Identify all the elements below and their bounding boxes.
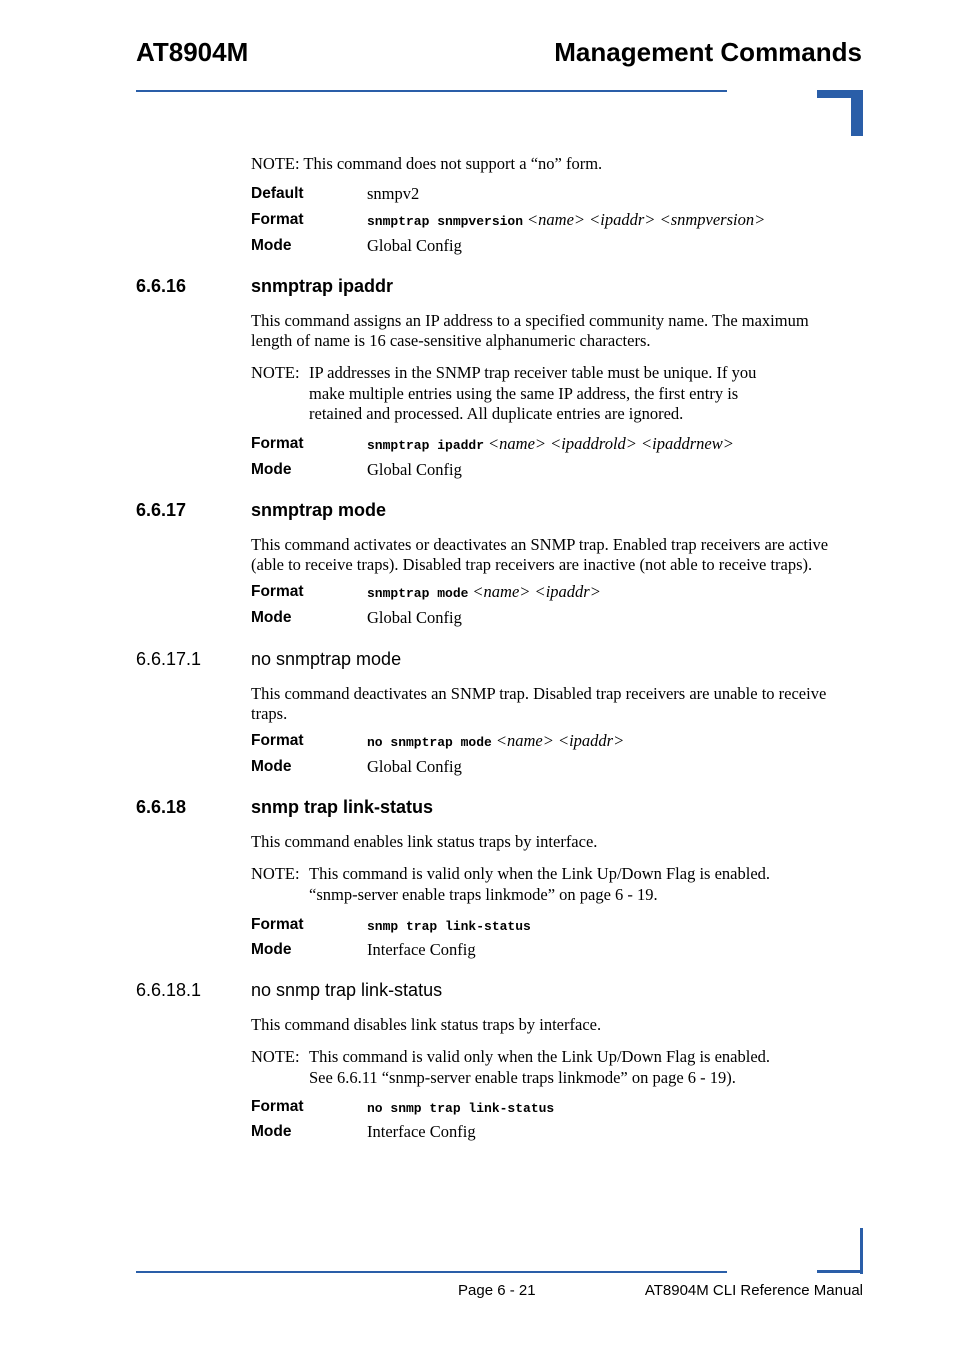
section-title: snmp trap link-status [251,797,434,817]
format-syntax [367,731,624,751]
default-value: snmpv2 [367,184,420,203]
subsection-title: no snmp trap link-status [251,980,443,1000]
format-label: Format [251,435,304,452]
footer-corner-bar [817,1270,863,1273]
mode-label: Mode [251,758,292,775]
note-prefix: NOTE: [251,363,300,382]
format-syntax [367,434,734,454]
note-text: make multiple entries using the same IP address, the first entry is [309,384,739,403]
mode-value: Global Config [367,236,462,255]
mode-label: Mode [251,1123,292,1140]
mode-value: Global Config [367,460,462,479]
note-text: IP addresses in the SNMP trap receiver table must be unique. If you [309,363,757,382]
section-number: 6.6.17 [136,500,187,520]
format-command: snmptrap mode [367,586,469,601]
mode-value: Interface Config [367,940,476,959]
mode-label: Mode [251,609,292,626]
format-command: no snmp trap link-status [367,1101,555,1116]
section-title: snmptrap ipaddr [251,276,394,296]
section-title: snmptrap mode [251,500,387,520]
mode-value: Global Config [367,757,462,776]
note-text: “snmp-server enable traps linkmode” on page 6 - 19. [309,885,658,904]
mode-label: Mode [251,237,292,254]
format-label: Format [251,1098,304,1115]
format-syntax [367,582,601,602]
manual-title: AT8904M CLI Reference Manual [644,1282,863,1299]
subsection-number: 6.6.18.1 [136,980,202,1000]
format-arguments: <name> <ipaddr> [472,582,601,601]
document-title: AT8904M [136,37,249,67]
body-text: This command activates or deactivates an SNMP trap. Enabled trap receivers are active [251,535,829,554]
format-arguments: <name> <ipaddr> <snmpversion> [527,210,766,229]
format-command: snmptrap snmpversion [367,214,524,229]
header-rule [136,90,727,92]
mode-label: Mode [251,461,292,478]
format-command: no snmptrap mode [367,735,492,750]
default-label: Default [251,185,304,202]
body-text: (able to receive traps). Disabled trap receivers are inactive (not able to receive traps). [251,555,813,574]
format-command: snmptrap ipaddr [367,438,485,453]
format-label: Format [251,732,304,749]
chapter-title: Management Commands [554,37,862,67]
body-text: length of name is 16 case-sensitive alphanumeric characters. [251,331,651,350]
format-arguments: <name> <ipaddr> [495,731,625,750]
note-prefix: NOTE: [251,864,300,883]
mode-value: Global Config [367,608,462,627]
note-no-form: NOTE: This command does not support a “no” form. [251,154,603,173]
format-arguments: <name> <ipaddrold> <ipaddrnew> [488,434,734,453]
format-label: Format [251,916,304,933]
body-text: This command disables link status traps by interface. [251,1015,602,1034]
note-text: This command is valid only when the Link Up/Down Flag is enabled. [309,1047,771,1066]
format-syntax [367,210,765,230]
format-label: Format [251,583,304,600]
note-text: See 6.6.11 “snmp-server enable traps linkmode” on page 6 - 19). [309,1068,736,1087]
subsection-title: no snmptrap mode [251,649,402,669]
body-text: traps. [251,704,288,723]
mode-value: Interface Config [367,1122,476,1141]
footer-corner-post [860,1228,863,1274]
format-label: Format [251,211,304,228]
subsection-number: 6.6.17.1 [136,649,202,669]
section-number: 6.6.18 [136,797,187,817]
body-text: This command assigns an IP address to a specified community name. The maximum [251,311,809,330]
mode-label: Mode [251,941,292,958]
section-number: 6.6.16 [136,276,187,296]
footer-rule [136,1271,727,1273]
note-text: retained and processed. All duplicate entries are ignored. [309,404,684,423]
page-number: Page 6 - 21 [458,1282,536,1299]
format-command: snmp trap link-status [367,919,531,934]
header-corner-post [851,90,863,136]
note-text: This command is valid only when the Link Up/Down Flag is enabled. [309,864,771,883]
body-text: This command enables link status traps by interface. [251,832,598,851]
body-text: This command deactivates an SNMP trap. Disabled trap receivers are unable to receive [251,684,827,703]
note-prefix: NOTE: [251,1047,300,1066]
